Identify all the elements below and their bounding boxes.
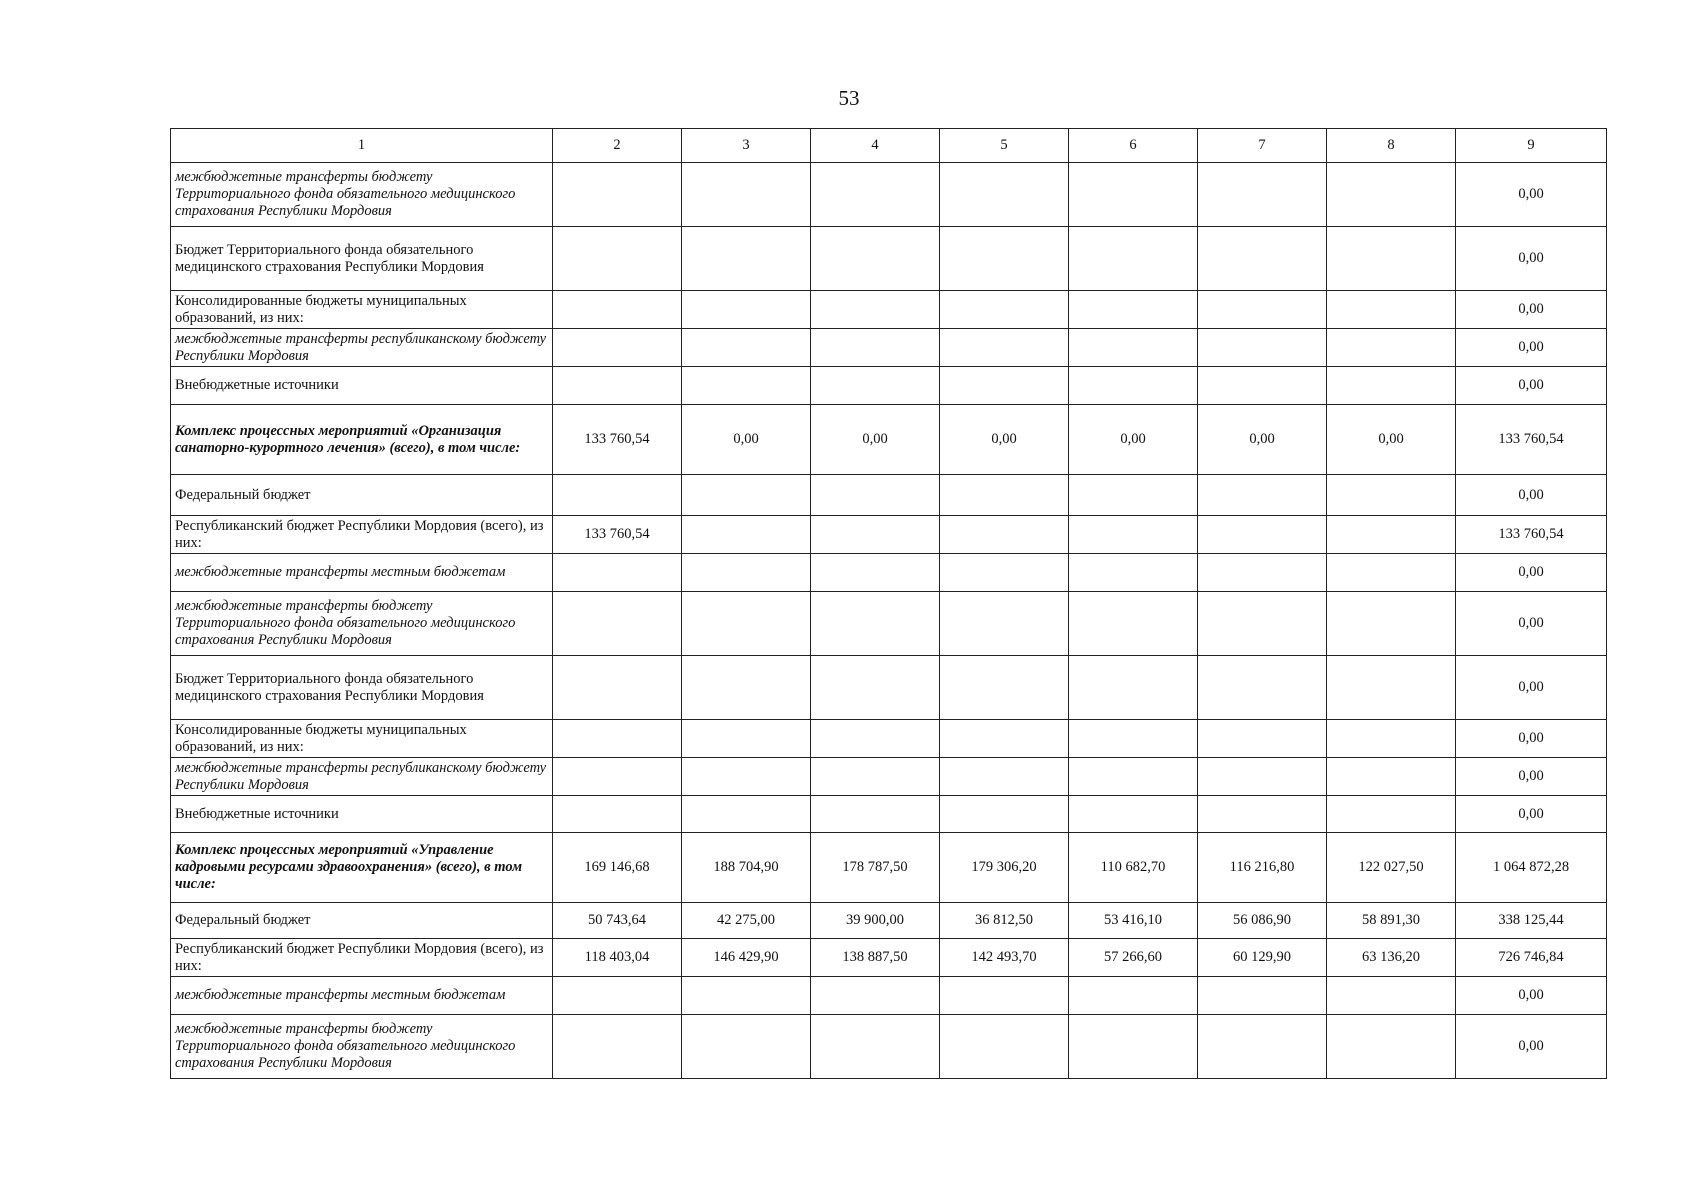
row-label: Федеральный бюджет	[171, 475, 553, 516]
cell-col-6	[1069, 720, 1198, 758]
column-header-7: 7	[1198, 129, 1327, 163]
cell-col-9: 0,00	[1456, 656, 1607, 720]
cell-col-3: 0,00	[682, 405, 811, 475]
row-label: межбюджетные трансферты бюджету Территориального фонда обязательного медицинского страхования Республики Мордовия	[171, 592, 553, 656]
cell-col-8	[1327, 163, 1456, 227]
cell-col-8	[1327, 475, 1456, 516]
row-label: Бюджет Территориального фонда обязательного медицинского страхования Республики Мордовия	[171, 656, 553, 720]
cell-col-6	[1069, 1015, 1198, 1079]
cell-col-2	[553, 720, 682, 758]
table-row	[171, 367, 1607, 405]
cell-col-8	[1327, 1015, 1456, 1079]
table-row	[171, 163, 1607, 227]
cell-col-2	[553, 977, 682, 1015]
table-row	[171, 720, 1607, 758]
cell-col-5	[940, 796, 1069, 833]
table-row	[171, 977, 1607, 1015]
cell-col-9: 133 760,54	[1456, 405, 1607, 475]
cell-col-6	[1069, 554, 1198, 592]
cell-col-9: 133 760,54	[1456, 516, 1607, 554]
cell-col-5	[940, 163, 1069, 227]
cell-col-2: 169 146,68	[553, 833, 682, 903]
row-label: межбюджетные трансферты республиканскому бюджету Республики Мордовия	[171, 329, 553, 367]
cell-col-8	[1327, 592, 1456, 656]
table-row	[171, 758, 1607, 796]
cell-col-4	[811, 291, 940, 329]
cell-col-8	[1327, 227, 1456, 291]
cell-col-3	[682, 796, 811, 833]
column-header-9: 9	[1456, 129, 1607, 163]
cell-col-7	[1198, 796, 1327, 833]
row-label: Консолидированные бюджеты муниципальных образований, из них:	[171, 720, 553, 758]
cell-col-4	[811, 977, 940, 1015]
cell-col-9: 0,00	[1456, 554, 1607, 592]
cell-col-7	[1198, 227, 1327, 291]
table-row	[171, 903, 1607, 939]
cell-col-9: 0,00	[1456, 720, 1607, 758]
cell-col-6	[1069, 367, 1198, 405]
cell-col-3	[682, 475, 811, 516]
cell-col-7	[1198, 758, 1327, 796]
row-label: Бюджет Территориального фонда обязательного медицинского страхования Республики Мордовия	[171, 227, 553, 291]
cell-col-9: 1 064 872,28	[1456, 833, 1607, 903]
cell-col-6	[1069, 656, 1198, 720]
cell-col-7	[1198, 516, 1327, 554]
cell-col-7	[1198, 475, 1327, 516]
cell-col-8	[1327, 554, 1456, 592]
cell-col-5	[940, 656, 1069, 720]
row-label: Консолидированные бюджеты муниципальных образований, из них:	[171, 291, 553, 329]
cell-col-8	[1327, 329, 1456, 367]
cell-col-4	[811, 329, 940, 367]
column-header-5: 5	[940, 129, 1069, 163]
cell-col-2	[553, 796, 682, 833]
table-row	[171, 227, 1607, 291]
cell-col-4: 138 887,50	[811, 939, 940, 977]
page-number: 53	[838, 86, 860, 110]
table-row	[171, 939, 1607, 977]
cell-col-7: 0,00	[1198, 405, 1327, 475]
cell-col-8	[1327, 656, 1456, 720]
cell-col-6	[1069, 758, 1198, 796]
cell-col-9: 0,00	[1456, 1015, 1607, 1079]
cell-col-2: 50 743,64	[553, 903, 682, 939]
column-header-8: 8	[1327, 129, 1456, 163]
cell-col-6	[1069, 516, 1198, 554]
cell-col-9: 0,00	[1456, 796, 1607, 833]
cell-col-9: 0,00	[1456, 329, 1607, 367]
cell-col-3	[682, 367, 811, 405]
row-label: Комплекс процессных мероприятий «Управление кадровыми ресурсами здравоохранения» (всего), в том числе:	[171, 833, 553, 903]
cell-col-3	[682, 592, 811, 656]
cell-col-3	[682, 554, 811, 592]
cell-col-6	[1069, 977, 1198, 1015]
column-header-1: 1	[171, 129, 553, 163]
cell-col-3	[682, 758, 811, 796]
cell-col-8: 0,00	[1327, 405, 1456, 475]
row-label: Внебюджетные источники	[171, 796, 553, 833]
cell-col-7	[1198, 720, 1327, 758]
cell-col-9: 338 125,44	[1456, 903, 1607, 939]
cell-col-4	[811, 554, 940, 592]
cell-col-2	[553, 475, 682, 516]
cell-col-6	[1069, 592, 1198, 656]
cell-col-3	[682, 227, 811, 291]
cell-col-2	[553, 656, 682, 720]
cell-col-5: 142 493,70	[940, 939, 1069, 977]
cell-col-7	[1198, 554, 1327, 592]
cell-col-4	[811, 1015, 940, 1079]
cell-col-5	[940, 977, 1069, 1015]
cell-col-9: 0,00	[1456, 977, 1607, 1015]
cell-col-5	[940, 329, 1069, 367]
cell-col-5	[940, 475, 1069, 516]
table-row	[171, 796, 1607, 833]
cell-col-4	[811, 796, 940, 833]
cell-col-8: 63 136,20	[1327, 939, 1456, 977]
cell-col-4	[811, 656, 940, 720]
table-body	[171, 163, 1607, 1079]
header-row	[171, 129, 1607, 163]
cell-col-8	[1327, 720, 1456, 758]
cell-col-5: 179 306,20	[940, 833, 1069, 903]
cell-col-3	[682, 516, 811, 554]
cell-col-4	[811, 163, 940, 227]
cell-col-5: 0,00	[940, 405, 1069, 475]
column-header-4: 4	[811, 129, 940, 163]
row-label: межбюджетные трансферты местным бюджетам	[171, 554, 553, 592]
cell-col-5	[940, 720, 1069, 758]
cell-col-5	[940, 758, 1069, 796]
cell-col-6	[1069, 475, 1198, 516]
cell-col-2: 133 760,54	[553, 516, 682, 554]
cell-col-3: 42 275,00	[682, 903, 811, 939]
cell-col-4	[811, 592, 940, 656]
cell-col-7	[1198, 1015, 1327, 1079]
cell-col-3: 146 429,90	[682, 939, 811, 977]
cell-col-6: 53 416,10	[1069, 903, 1198, 939]
cell-col-8	[1327, 516, 1456, 554]
table-row	[171, 405, 1607, 475]
cell-col-9: 0,00	[1456, 227, 1607, 291]
cell-col-9: 0,00	[1456, 367, 1607, 405]
column-header-3: 3	[682, 129, 811, 163]
cell-col-2	[553, 592, 682, 656]
cell-col-7	[1198, 291, 1327, 329]
cell-col-2	[553, 163, 682, 227]
table-row	[171, 833, 1607, 903]
cell-col-2	[553, 1015, 682, 1079]
cell-col-4	[811, 227, 940, 291]
cell-col-7	[1198, 656, 1327, 720]
cell-col-3	[682, 163, 811, 227]
cell-col-8	[1327, 977, 1456, 1015]
cell-col-7	[1198, 367, 1327, 405]
cell-col-2	[553, 554, 682, 592]
cell-col-2	[553, 291, 682, 329]
cell-col-7	[1198, 163, 1327, 227]
cell-col-9: 0,00	[1456, 475, 1607, 516]
cell-col-3	[682, 1015, 811, 1079]
budget-table	[170, 128, 1607, 1079]
cell-col-4: 39 900,00	[811, 903, 940, 939]
cell-col-7: 60 129,90	[1198, 939, 1327, 977]
row-label: Республиканский бюджет Республики Мордовия (всего), из них:	[171, 939, 553, 977]
cell-col-2	[553, 758, 682, 796]
cell-col-6	[1069, 291, 1198, 329]
cell-col-4	[811, 367, 940, 405]
cell-col-4	[811, 516, 940, 554]
table-row	[171, 656, 1607, 720]
cell-col-5	[940, 227, 1069, 291]
cell-col-4: 0,00	[811, 405, 940, 475]
row-label: Республиканский бюджет Республики Мордовия (всего), из них:	[171, 516, 553, 554]
cell-col-5	[940, 554, 1069, 592]
table-row	[171, 291, 1607, 329]
cell-col-6: 110 682,70	[1069, 833, 1198, 903]
table-row	[171, 516, 1607, 554]
cell-col-7: 56 086,90	[1198, 903, 1327, 939]
cell-col-3	[682, 291, 811, 329]
cell-col-8	[1327, 758, 1456, 796]
cell-col-5: 36 812,50	[940, 903, 1069, 939]
cell-col-8	[1327, 796, 1456, 833]
cell-col-3	[682, 720, 811, 758]
cell-col-6	[1069, 227, 1198, 291]
row-label: Комплекс процессных мероприятий «Организация санаторно-курортного лечения» (всего), в том числе:	[171, 405, 553, 475]
column-header-2: 2	[553, 129, 682, 163]
row-label: межбюджетные трансферты бюджету Территориального фонда обязательного медицинского страхования Республики Мордовия	[171, 1015, 553, 1079]
table-row	[171, 329, 1607, 367]
cell-col-5	[940, 291, 1069, 329]
cell-col-8: 122 027,50	[1327, 833, 1456, 903]
row-label: межбюджетные трансферты местным бюджетам	[171, 977, 553, 1015]
cell-col-4	[811, 758, 940, 796]
cell-col-2	[553, 227, 682, 291]
cell-col-4: 178 787,50	[811, 833, 940, 903]
cell-col-3	[682, 977, 811, 1015]
cell-col-8	[1327, 367, 1456, 405]
cell-col-5	[940, 516, 1069, 554]
cell-col-9: 0,00	[1456, 291, 1607, 329]
cell-col-6: 0,00	[1069, 405, 1198, 475]
cell-col-5	[940, 592, 1069, 656]
table-row	[171, 592, 1607, 656]
cell-col-9: 0,00	[1456, 758, 1607, 796]
cell-col-8: 58 891,30	[1327, 903, 1456, 939]
cell-col-4	[811, 475, 940, 516]
cell-col-2: 118 403,04	[553, 939, 682, 977]
cell-col-9: 0,00	[1456, 163, 1607, 227]
cell-col-2	[553, 367, 682, 405]
cell-col-6	[1069, 796, 1198, 833]
cell-col-7: 116 216,80	[1198, 833, 1327, 903]
table-row	[171, 1015, 1607, 1079]
cell-col-7	[1198, 592, 1327, 656]
cell-col-7	[1198, 329, 1327, 367]
cell-col-3	[682, 329, 811, 367]
cell-col-9: 0,00	[1456, 592, 1607, 656]
cell-col-2	[553, 329, 682, 367]
cell-col-3	[682, 656, 811, 720]
column-header-6: 6	[1069, 129, 1198, 163]
table-row	[171, 475, 1607, 516]
cell-col-6	[1069, 163, 1198, 227]
row-label: Внебюджетные источники	[171, 367, 553, 405]
row-label: межбюджетные трансферты республиканскому бюджету Республики Мордовия	[171, 758, 553, 796]
cell-col-5	[940, 367, 1069, 405]
cell-col-3: 188 704,90	[682, 833, 811, 903]
cell-col-6	[1069, 329, 1198, 367]
cell-col-8	[1327, 291, 1456, 329]
cell-col-6: 57 266,60	[1069, 939, 1198, 977]
cell-col-2: 133 760,54	[553, 405, 682, 475]
row-label: межбюджетные трансферты бюджету Территориального фонда обязательного медицинского страхования Республики Мордовия	[171, 163, 553, 227]
row-label: Федеральный бюджет	[171, 903, 553, 939]
cell-col-4	[811, 720, 940, 758]
cell-col-7	[1198, 977, 1327, 1015]
cell-col-5	[940, 1015, 1069, 1079]
cell-col-9: 726 746,84	[1456, 939, 1607, 977]
table-row	[171, 554, 1607, 592]
